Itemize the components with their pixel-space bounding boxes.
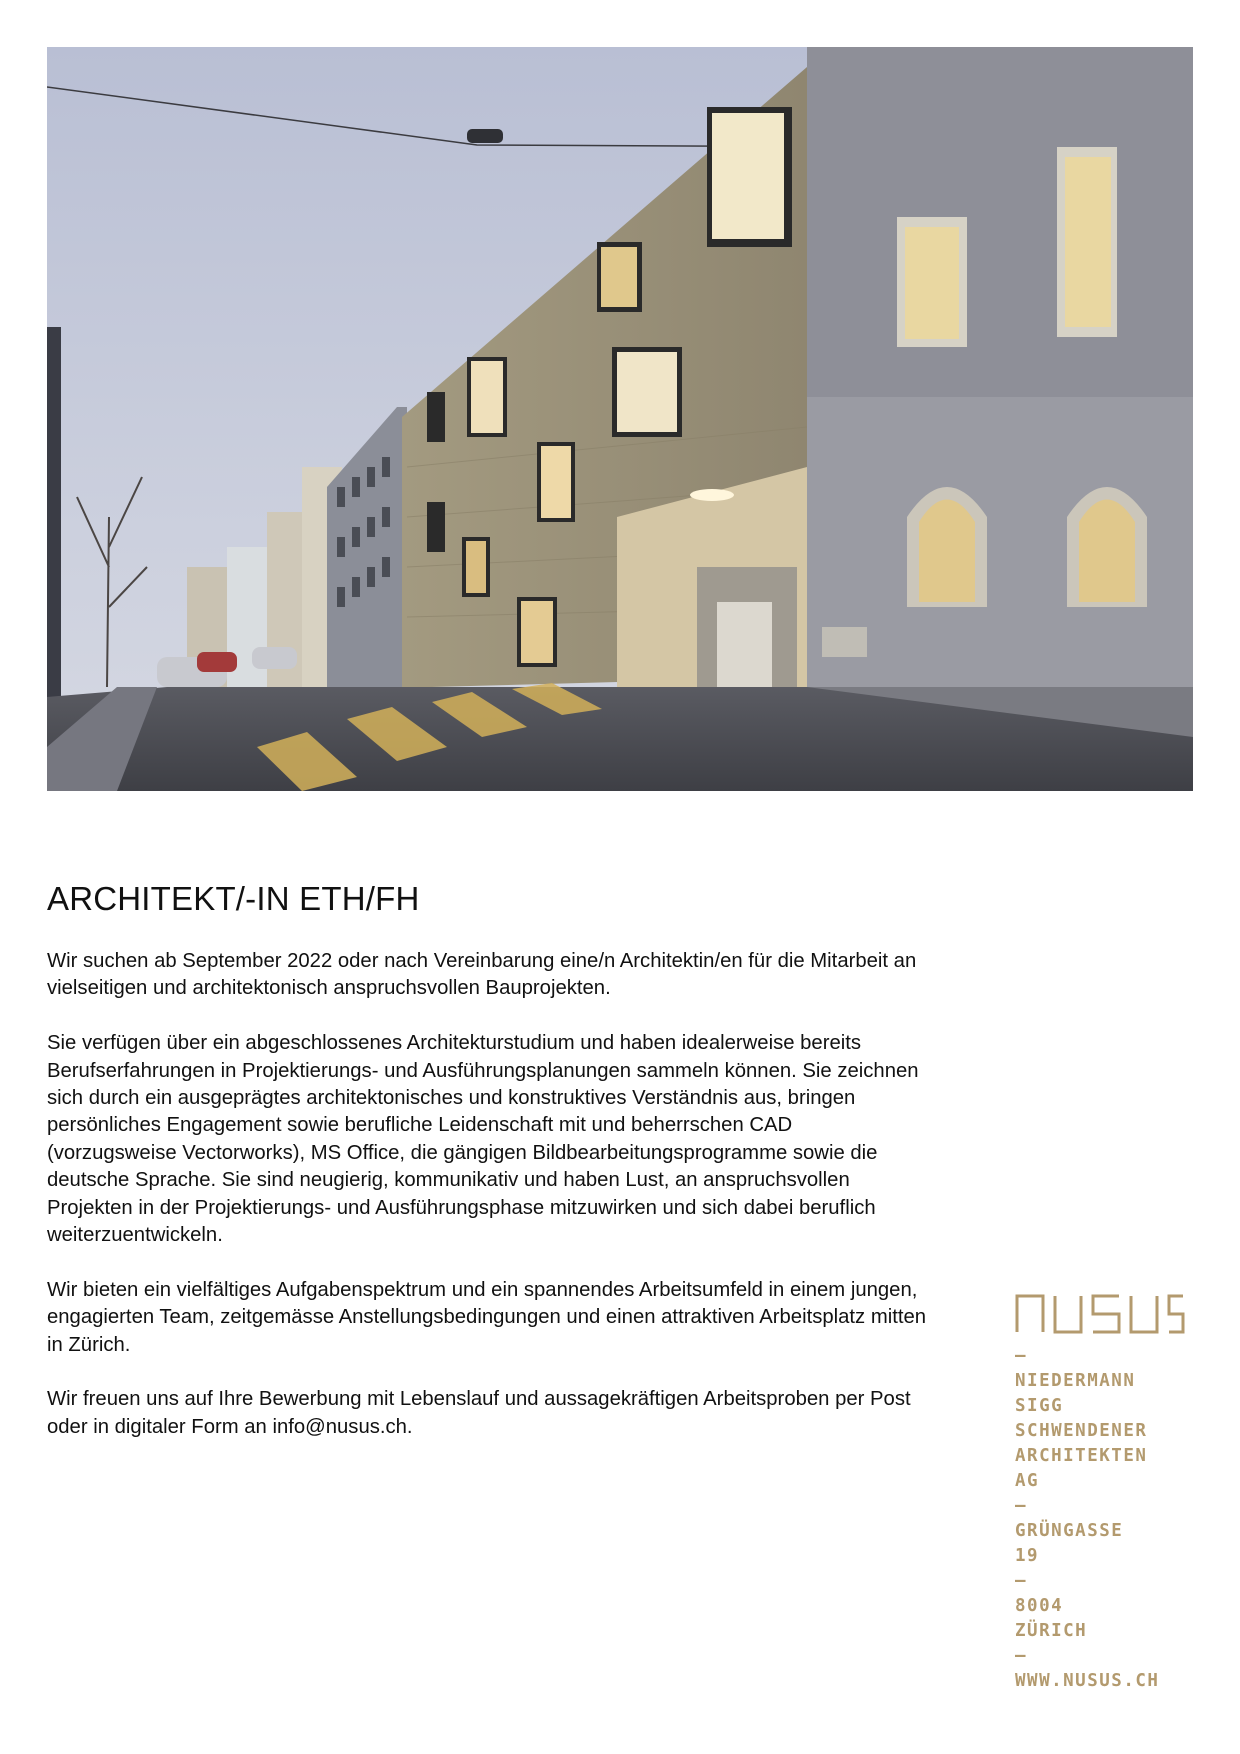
company-sidebar — [1015, 1290, 1205, 1694]
nusus-logo — [1015, 1290, 1185, 1334]
company-name-line: SCHWENDENER — [1015, 1421, 1148, 1441]
application-paragraph: Wir freuen uns auf Ihre Bewerbung mit Lebenslauf und aussagekräftigen Arbeitsproben per Post oder in digitaler Form an info@nusus.ch. — [47, 1388, 911, 1438]
job-title: ARCHITEKT/-IN ETH/FH — [47, 880, 420, 917]
city-line: ZÜRICH — [1015, 1621, 1088, 1641]
company-address — [1015, 1344, 1205, 1694]
offer-paragraph: Wir bieten ein vielfältiges Aufgabenspektrum und ein spannendes Arbeitsumfeld in einem jungen, engagierten Team, zeitgemässe Anstellungsbedingungen und einen attraktiven Arbeitsplatz mitten in Zürich. — [47, 1278, 927, 1356]
company-name-line: ARCHITEKTEN — [1015, 1446, 1148, 1466]
street-number-line: 19 — [1015, 1546, 1040, 1566]
company-name-line: SIGG — [1015, 1396, 1064, 1416]
job-description — [47, 948, 927, 1469]
separator-dash: — — [1015, 1571, 1028, 1591]
company-name-line: NIEDERMANN — [1015, 1371, 1136, 1391]
requirements-paragraph: Sie verfügen über ein abgeschlossenes Architekturstudium und haben idealerweise bereits Berufserfahrungen in Projektierungs- und Ausführungsplanungen sammeln können. Sie zeichnen sich durch ein ausgeprägtes architektonisches und konstruktives Verständnis aus, bringen persönliches Engagement sowie berufliche Leidenschaft mit und beherrschen CAD (vorzugsweise Vectorworks), MS Office, die gängigen Bildbearbeitungsprogramme sowie die deutsche Sprache. Sie sind neugierig, kommunikativ und haben Lust, an anspruchsvollen Projekten in der Projektierungs- und Ausführungsphase mitzuwirken und sich dabei beruflich weiterzuentwickeln. — [47, 1032, 919, 1247]
street-line: GRÜNGASSE — [1015, 1521, 1124, 1541]
hero-photo — [47, 47, 1193, 791]
separator-dash: — — [1015, 1346, 1028, 1366]
postal-code-line: 8004 — [1015, 1596, 1064, 1616]
street-building-illustration — [47, 47, 1193, 791]
separator-dash: — — [1015, 1646, 1028, 1666]
website-link[interactable]: WWW.NUSUS.CH — [1015, 1671, 1160, 1691]
company-name-line: AG — [1015, 1471, 1040, 1491]
separator-dash: — — [1015, 1496, 1028, 1516]
intro-paragraph: Wir suchen ab September 2022 oder nach Vereinbarung eine/n Architektin/en für die Mitarbeit an vielseitigen und architektonisch anspruchsvollen Bauprojekten. — [47, 950, 917, 1000]
